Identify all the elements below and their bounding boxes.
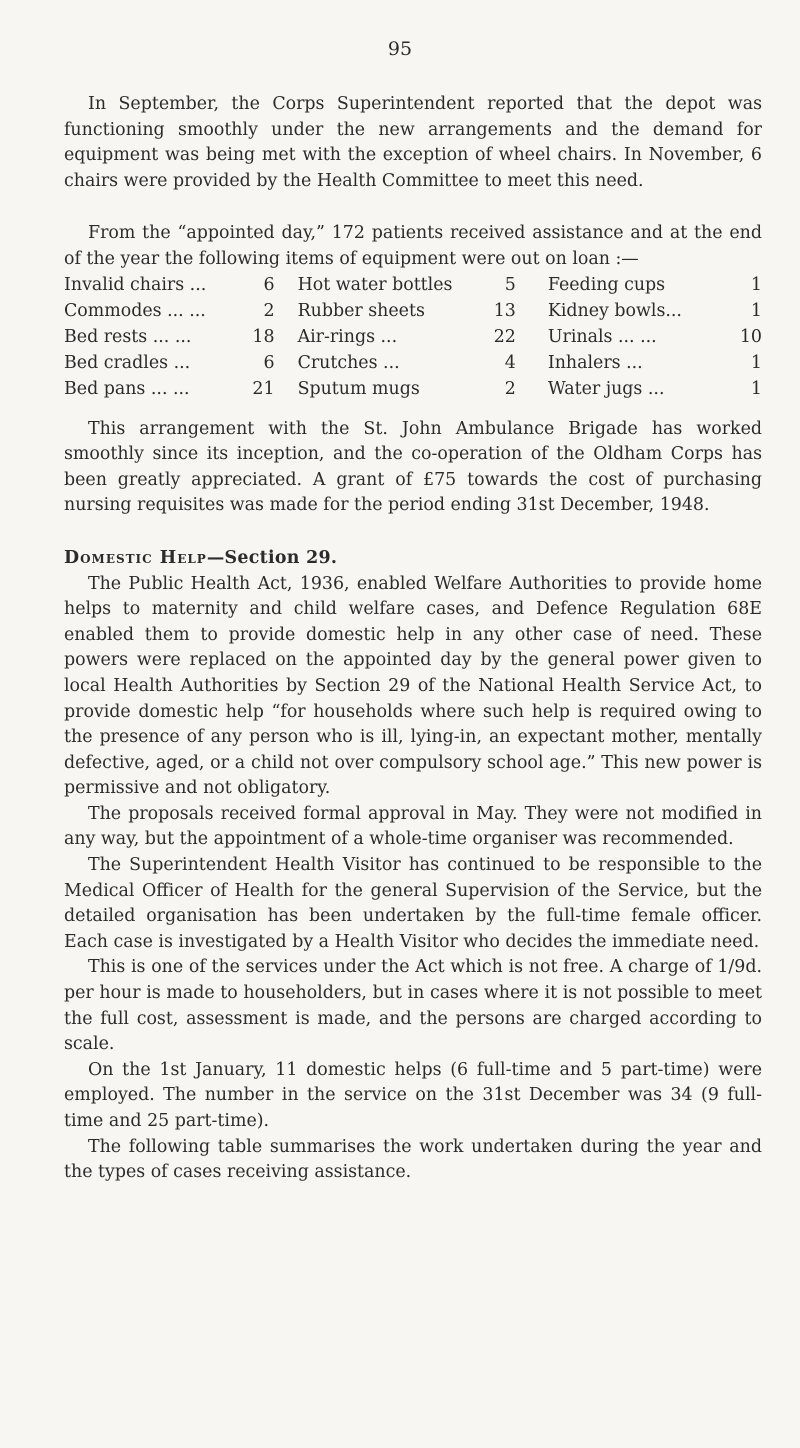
equipment-quantity: 10 xyxy=(739,326,762,347)
equipment-item: Hot water bottles xyxy=(297,274,453,295)
table-row xyxy=(64,273,762,299)
equipment-item: Bed rests ... ... xyxy=(64,326,192,347)
page-content xyxy=(64,92,762,1186)
equipment-item: Invalid chairs ... xyxy=(64,274,207,295)
equipment-loan-table xyxy=(64,273,762,403)
equipment-item: Air-rings ... xyxy=(297,326,398,347)
equipment-item: Inhalers ... xyxy=(547,352,643,373)
equipment-quantity: 1 xyxy=(750,378,762,399)
equipment-item: Feeding cups xyxy=(547,274,666,295)
table-row xyxy=(64,325,762,351)
paragraph-wheel-chairs: In September, the Corps Superintendent reported that the depot was functioning smoothly under the new arrangements and the demand for equipment was being met with the exception of wheel chairs. In November, 6 chairs were provided by the Health Committee to meet this need. xyxy=(64,94,762,191)
equipment-item: Bed pans ... ... xyxy=(64,378,190,399)
paragraph-staffing: On the 1st January, 11 domestic helps (6 full-time and 5 part-time) were employed. The number in the service on the 31st December was 34 (9 full-time and 25 part-time). xyxy=(64,1059,762,1131)
paragraph-public-health-act: The Public Health Act, 1936, enabled Welfare Authorities to provide home helps to maternity and child welfare cases, and Defence Regulation 68E enabled them to provide domestic help in any other case of need. These powers were replaced on the appointed day by the general power given to local Health Authorities by Section 29 of the National Health Service Act, to provide domestic help “for households where such help is required owing to the presence of any person who is ill, lying-in, an expectant mother, mentally defective, aged, or a child not over compulsory school age.” This new power is permissive and not obligatory. xyxy=(64,573,762,799)
paragraph-appointed-day: From the “appointed day,” 172 patients received assistance and at the end of the year the following items of equipment were out on loan :— xyxy=(64,223,762,269)
paragraph-proposals: The proposals received formal approval in May. They were not modified in any way, but the appointment of a whole-time organiser was recommended. xyxy=(64,803,762,850)
section-title: Domestic Help xyxy=(64,547,207,568)
equipment-item: Commodes ... ... xyxy=(64,300,206,321)
equipment-quantity: 18 xyxy=(252,326,275,347)
equipment-item: Water jugs ... xyxy=(547,378,665,399)
table-row xyxy=(64,377,762,403)
equipment-quantity: 13 xyxy=(493,300,516,321)
page-number: 95 xyxy=(387,38,413,60)
section-heading xyxy=(64,546,762,572)
equipment-quantity: 1 xyxy=(750,300,762,321)
equipment-quantity: 1 xyxy=(750,352,762,373)
equipment-quantity: 6 xyxy=(263,274,275,295)
equipment-quantity: 4 xyxy=(504,352,516,373)
equipment-quantity: 21 xyxy=(252,378,275,399)
equipment-item: Bed cradles ... xyxy=(64,352,191,373)
paragraph-charges: This is one of the services under the Act which is not free. A charge of 1/9d. per hour is made to householders, but in cases where it is not possible to meet the full cost, assessment is made, and the persons are charged according to scale. xyxy=(64,957,762,1055)
equipment-quantity: 6 xyxy=(263,352,275,373)
equipment-item: Sputum mugs xyxy=(297,378,420,399)
equipment-item: Urinals ... ... xyxy=(547,326,657,347)
equipment-quantity: 1 xyxy=(750,274,762,295)
paragraph-table-intro: The following table summarises the work undertaken during the year and the types of cases receiving assistance. xyxy=(64,1136,762,1183)
table-row xyxy=(64,351,762,377)
equipment-quantity: 2 xyxy=(263,300,275,321)
paragraph-st-john-arrangement: This arrangement with the St. John Ambulance Brigade has worked smoothly since its inception, and the co-operation of the Oldham Corps has been greatly appreciated. A grant of £75 towards the cost of purchasing nursing requisites was made for the period ending 31st December, 1948. xyxy=(64,418,762,516)
equipment-item: Crutches ... xyxy=(297,352,400,373)
equipment-item: Rubber sheets xyxy=(297,300,425,321)
equipment-quantity: 5 xyxy=(504,274,516,295)
equipment-item: Kidney bowls... xyxy=(547,300,682,321)
paragraph-superintendent: The Superintendent Health Visitor has continued to be responsible to the Medical Officer of Health for the general Supervision of the Service, but the detailed organisation has been undertaken by the full-time female officer. Each case is investigated by a Health Visitor who decides the immediate need. xyxy=(64,855,762,952)
equipment-quantity: 2 xyxy=(504,378,516,399)
section-label: —Section 29. xyxy=(206,547,338,568)
equipment-quantity: 22 xyxy=(493,326,516,347)
table-row xyxy=(64,299,762,325)
